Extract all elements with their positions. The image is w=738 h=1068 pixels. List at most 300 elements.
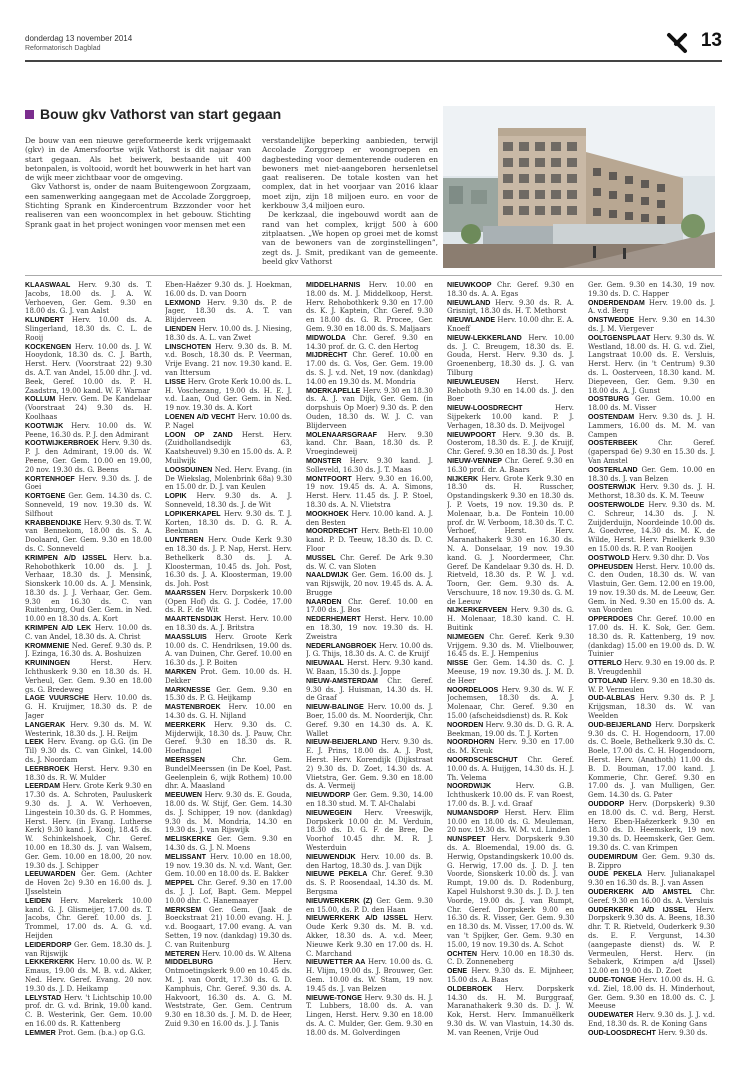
place-name: MEERSSEN: [165, 756, 205, 765]
listing-entry: [588, 299, 715, 317]
service-details: Herv. 10.00 ds. G. H. Kruijmer, 18.30 ds. P. de Jager: [25, 694, 152, 721]
listing-entry: [588, 853, 715, 871]
listing-entry: [588, 615, 715, 659]
listing-entry: [25, 659, 152, 694]
service-details: Herv. 9.30 en 18.30 ds. A. J. van Dijk, Ger. Gem. (in dorpshuis Op Moer) 9.30 ds. P. den Ouden, 18.30 ds. W. J. C. van Blijderveen: [306, 386, 433, 430]
place-name: NUMANSDORP: [447, 808, 499, 817]
service-details: Herv. Dorpskerk 10.00 (Open Hof) ds. G. J. Codée, 17.00 ds. R. F. de Wit: [165, 588, 292, 615]
listing-entry: [165, 906, 292, 950]
listing-entry: [25, 1029, 152, 1038]
listing-entry: [447, 299, 574, 317]
service-details: Herv. 9.30 kand. Chr. Baan, 18.30 ds. P. Vroegindeweij: [306, 430, 433, 457]
service-details: Herv. 9.30 ds. R. A. Grisnigt, 18.30 ds. H. T. Methorst: [447, 298, 574, 316]
place-name: OUDEMIRDUM: [588, 852, 638, 861]
place-name: OUDE-TONGE: [588, 975, 636, 984]
place-name: NIEUWPOORT: [447, 430, 496, 439]
service-details: Ger. Gem. (Achter de Hoven 2c) 9.30 en 16.00 ds. J. IJsselstein: [25, 870, 152, 896]
place-name: LELYSTAD: [25, 993, 62, 1002]
listing-entry: [306, 791, 433, 809]
service-details: Herv. Dorpskerk 9.30 ds. C. H. Hogendoorn, 17.00 ds. C. Boele, Bethelkerk 9.30 ds. C. Boele, 17.00 ds. C. H. Hogendoorn, Herst. Herv. (Anathoth) 11.00 ds. B. D. Bouman, 17.00 kand. J. Kommerie, Chr. Geref. 9.30 en 17.00 ds. J. van Mulligen, Ger. Gem. 14.30 ds. G. Pater: [588, 720, 715, 800]
service-details: Herv. Groote Kerk 10.00 ds. C. Hendriksen, 19.00 ds. A. van Duinen, Chr. Geref. 10.00 en 16.30 ds. J. P. Boiten: [165, 632, 292, 668]
listing-entry: [165, 466, 292, 492]
service-details: Ger. Gem. 16.00 ds. J. van Rijswijk, 20 nov. 19.45 ds. A. A. Brugge: [306, 571, 433, 597]
place-name: NIEUWEGEIN: [306, 808, 352, 817]
listing-entry: [588, 800, 715, 853]
place-name: LOON OP ZAND: [165, 430, 233, 439]
service-details: Herv. 10.00 en 18.00 ds. M. J. Middelkoop, Herst. Herv. Rehobothkerk 9.30 en 17.00 ds. K. J. Kaptein, Chr. Geref. 9.30 en 18.00 ds. G. R. Procee, Ger. Gem. 9.30 en 18.00 ds. S. Maljaars: [306, 281, 433, 333]
service-details: Herv. Grote Kerk 9.30 en 17.30 ds. A. Schroten, Pauluskerk 9.30 ds. J. A. W. Verhoeven, Lingestein 10.30 ds. G. P. Hommes, Herst. Herv. (in Evang. Lutherse Kerk) 9.30 kand. J. Kooij, 18.45 ds. W. Schinkelshoek, Chr. Geref. 10.00 en 18.30 ds. J. van Walsem, Ger. Gem. 10.00 en 18.00, 20 nov. 19.30 ds. J. Schipper: [25, 782, 152, 870]
service-details: Chr. Geref. 9.30 en 17.00 ds. J. J. Lof, Bapt. Gem. Meppel 10.00 dhr. C. Hanemaayer: [165, 879, 292, 905]
listing-entry: [165, 431, 292, 466]
service-details: Herst. Herv. (Zuidhollandsedijk 63, Kaatsheuvel) 9.30 en 15.00 ds. A. P. Muilwijk: [165, 430, 292, 465]
service-details: Chr. Geref. 10.00 ds. A. Huijgen, 14.30 ds. H. J. Th. Velema: [447, 756, 574, 782]
place-name: LOPIK: [165, 492, 187, 501]
listing-entry: [25, 624, 152, 642]
listing-entry: [306, 387, 433, 431]
listing-entry: [306, 897, 433, 915]
service-details: Herv. Gem. De Kandelaar (Voorstraat 24) 9.30 ds. H. Koolhaas: [25, 395, 152, 421]
listing-entry: [25, 316, 152, 342]
section-divider: [25, 275, 722, 276]
place-name: LEKKERKERK: [25, 958, 75, 967]
service-details: Eben-Haëzer 9.30 ds. J. Hoekman, 16.00 ds. D. van Doorn: [165, 281, 292, 298]
place-name: LINSCHOTEN: [165, 342, 212, 351]
listing-entry: [306, 853, 433, 871]
place-name: NEDERHEMERT: [306, 615, 361, 624]
place-name: LEEK: [25, 738, 44, 747]
service-details: Herv. 10.00 en 14.30 ds. G. H. Nijland: [165, 703, 292, 721]
listing-entry: [306, 351, 433, 386]
place-name: NIEUWLANDE: [447, 316, 496, 325]
service-details: Herv. 10.00 ds. J. G. Thijs, 18.30 ds. A. C. de Kruijf: [306, 641, 433, 659]
place-name: METEREN: [165, 949, 200, 958]
listing-entry: [588, 659, 715, 677]
service-details: Ger. Gem. 9.30 en 15.00, ds. P. D. den Haan: [306, 896, 433, 914]
service-details: Chr. Geref. 9.30 ds. S. P. Roosendaal, 14.30 ds. M. Bergsma: [306, 870, 433, 896]
publication-name: Reformatorisch Dagblad: [25, 45, 101, 52]
place-name: OCHTEN: [447, 949, 477, 958]
listing-entry: [588, 563, 715, 616]
service-details: Herv. Ontmoetingskerk 9.00 en 10.45 ds. M. J. van Oordt, 17.30 ds. G. D. Kamphuis, Chr. Geref. 9.30 ds. A. Hakvoort, 16.30 ds. A. G. M. Weststrate, Ger. Gem. Centrum 9.30 en 18.30 ds. J. M. D. de Heer, Zuid 9.30 en 16.00 ds. J. J. Tanis: [165, 958, 292, 1028]
place-name: NIEUW-VENNEP: [447, 456, 503, 465]
place-name: MIJDRECHT: [306, 351, 348, 360]
listing-entry: [588, 888, 715, 906]
listing-entry: [447, 967, 574, 985]
place-name: NIEUW-BEIJERLAND: [306, 738, 378, 747]
service-details: Herst. Herv. Elim 10.00 en 18.00 ds. G. Meuleman, 20 nov. 19.30 ds. W. M. v.d. Linden: [447, 808, 574, 835]
article-headline: [25, 106, 405, 122]
place-name: KRABBENDIJKE: [25, 518, 82, 527]
service-details: Herv. 9.30 en 17.00 ds. M. Kreuk: [447, 738, 574, 756]
listing-entry: [165, 299, 292, 325]
service-details: Herv. Dorpskerk 14.30 ds. H. M. Burggraaf, Maranathakerk 9.30 ds. D. J. W. Kok, Herst. Herv. Immanuëlkerk 9.30 ds. W. van Vlastuin, 14.30 ds. M. van Reenen, Vrije Oud: [447, 984, 574, 1037]
listing-entry: [306, 475, 433, 510]
service-details: Herv. 10.00 ds. G. H. Vlijm, 19.00 ds. J. Brouwer, Ger. Gem. 10.00 ds. W. Stam, 19 nov. 19.45 ds. J. van Belzen: [306, 958, 433, 993]
listing-entry: [447, 316, 574, 334]
place-name: MUSSEL: [306, 553, 336, 562]
place-name: OOSTBURG: [588, 395, 629, 404]
service-details: Herv. 10.00 kand. A. J. den Besten: [306, 509, 433, 527]
listing-entry: [25, 281, 152, 316]
place-name: NISSE: [447, 659, 469, 668]
listing-entry: [447, 809, 574, 835]
listing-entry: [306, 598, 433, 616]
service-details: Ger. Gem. 14.30 ds. C. Sonneveld, 19 nov. 19.30 ds. W. Silfhout: [25, 492, 152, 518]
listing-entry: [588, 721, 715, 800]
place-name: MAARSSEN: [165, 588, 206, 597]
service-details: Chr. Geref. (gaperspad 6e) 9.30 en 15.30 ds. J. Van Amstel: [588, 439, 715, 465]
listing-entry: [588, 906, 715, 976]
service-details: Ger. Gem. 10.00 en 18.30 ds. J. van Belzen: [588, 465, 715, 483]
place-name: NIEUWERKERK (Z): [306, 896, 373, 905]
listing-entry: [447, 686, 574, 721]
listing-entry: [165, 343, 292, 378]
listing-entry: [306, 703, 433, 738]
place-name: OOSTERWOLDE: [588, 500, 645, 509]
place-name: LEEUWARDEN: [25, 870, 76, 879]
place-name: LOPIKERKAPEL: [165, 509, 221, 518]
listing-entry: [306, 334, 433, 352]
service-details: Herv. 9.30 ds. G. H. Molenaar, 18.30 kand. C. H. Buitink: [447, 606, 574, 633]
place-name: KORTENHOEF: [25, 474, 75, 483]
service-details: Herv. Sijpekerk 10.00 kand. P. J. Verhagen, 18.30 ds. D. Meijvogel: [447, 404, 574, 430]
church-service-listings: [25, 281, 715, 1041]
place-name: OENE: [447, 967, 468, 976]
listing-entry: [588, 694, 715, 720]
place-name: NAARDEN: [306, 597, 342, 606]
listing-entry: [25, 422, 152, 440]
service-details: Herv. Dorpskerk 9.30 ds. A. Beens, 18.30 dhr. T. R. Rietveld, Ouderkerk 9.30 ds. E. F. Vergunst, 14.30 (aangepaste dienst) ds. W. P. Vermeulen, Herst. Herv. (in Sebakerk, Krimpen a/d IJssel) 12.00 en 19.00 ds. D. Zoet: [588, 905, 715, 976]
listing-entry: [306, 738, 433, 791]
place-name: LISSE: [165, 377, 186, 386]
place-name: OOSTERBEEK: [588, 439, 638, 448]
service-details: Herv. 10.00 ds. W. Peene, 16.30 ds. P. J. den Admirant: [25, 421, 152, 439]
listing-entry: [165, 536, 292, 589]
listing-entry: [25, 395, 152, 421]
place-name: NIJKERK: [447, 474, 479, 483]
place-name: OUD-ALBLAS: [588, 694, 635, 703]
service-details: Herv. 9.30 ds. W. Westland, 18.00 ds. H. G. v.d. Ziel, Langstraat 10.00 ds. E. Versluis, Herst. Herv. (in 't Centrum) 9.30 ds. L. Oosterveen, 18.30 kand. M. Diepeveen, Ger. Gem. 9.30 en 18.00 ds. A. J. Gunst: [588, 333, 715, 395]
listing-entry: [165, 703, 292, 721]
service-details: Herv. Oude Kerk 9.30 en 18.30 ds. J. P. Nap, Herst. Herv. Bethelkerk 8.30 ds. J. A. Kloosterman, 10.45 ds. Joh. Post, 16.30 ds. J. A. Kloosterman, 19.00 ds. Joh. Post: [165, 536, 292, 589]
service-details: Herv. 9.30 en 14.30 ds. J. M. Viergever: [588, 316, 715, 333]
place-name: KLAASWAAL: [25, 281, 71, 289]
listing-entry: [25, 492, 152, 518]
listing-entry: [165, 686, 292, 704]
place-name: NIJKERKERVEEN: [447, 606, 508, 615]
place-name: LEIDEN: [25, 896, 52, 905]
listing-entry: [447, 404, 574, 430]
listing-entry: [306, 281, 433, 334]
listing-entry: [25, 642, 152, 660]
service-details: Chr. Geref. 9.30 en 16.00 ds. A. Versluis: [588, 887, 715, 905]
listing-entry: [306, 457, 433, 475]
service-details: Ger. Gem. 9.30, 14.00 en 18.30 stud. M. T. Al-Chalabi: [306, 791, 433, 809]
listing-entry: [165, 413, 292, 431]
service-details: Prot. Gem. 10.00 ds. H. Dekker: [165, 668, 292, 685]
place-name: NIEUW-AMSTERDAM: [306, 676, 378, 685]
service-details: Herv. Oude Kerk 9.30 ds. M. B. v.d. Akker, 18.30 ds. A. v.d. Meer, Nieuwe Kerk 9.30 en 17.00 ds. H. C. Marchand: [306, 914, 433, 958]
article-column-2: [262, 136, 438, 266]
listing-entry: [588, 677, 715, 695]
place-name: NUNSPEET: [447, 835, 486, 844]
place-name: LIENDEN: [165, 324, 197, 333]
place-name: KOCKENGEN: [25, 342, 72, 351]
service-details: Herv. 9.30 ds. E. J. Prins, 18.00 ds. A. J. Post, Herst. Herv. Korendijk (Dijkstraat 2) 9.30 ds. D. Zoet, 14.30 ds. A. Vlietstra, Ger. Gem. 9.30 en 18.00 ds. A. Vermeij: [306, 738, 433, 791]
place-name: MERKSEM: [165, 905, 202, 914]
service-details: Herv. 10.00 dhr. E. A. Knoeff: [447, 316, 574, 333]
place-name: LEERDAM: [25, 782, 61, 791]
service-details: Herv. 9.30 ds. D. G. R. A. Beekman, 19.00 ds. T. J. Korten: [447, 720, 574, 738]
service-details: Herv. 9.30 ds. B. M. v.d. Bosch, 18.30 ds. P. Veerman, Vrije Evang. 21 nov. 19.30 kand. E. van Ittersum: [165, 342, 292, 377]
listing-entry: [588, 281, 715, 299]
service-details: Chr. Geref. 10.00 en 17.00 ds. H. K. Sok, Ger. Gem. 18.30 ds. R. Kattenberg, 19 nov. (dankdag) 15.00 en 19.00 ds. D. W. Tuinier: [588, 615, 715, 659]
service-details: Chr. Geref. Kerk 9.30 Vrijgem. 9.30 ds. M. Vlielbouwer, 16.45 ds. E. J. Hempenius: [447, 632, 574, 659]
listing-entry: [447, 281, 574, 299]
service-details: Herv. 9.30 en 19.00 ds. P. B. Vreugdenhil: [588, 659, 715, 677]
listing-entry: [447, 985, 574, 1038]
listing-entry: [165, 756, 292, 791]
listing-column-2: [165, 281, 292, 1041]
place-name: ONDERDENDAM: [588, 298, 645, 307]
listing-entry: [25, 439, 152, 474]
listing-entry: [306, 809, 433, 853]
service-details: Herst. Herv. 10.00 en 18.30, 19 nov. 19.30 ds. H. Zweistra: [306, 615, 433, 641]
service-details: Herv. 9.30 en 16.00, 19 nov. 19.45 ds. A. A. Simons, Herst. Herv. 11.45 ds. J. P. Stoel, 18.30 ds. A. N. Vlietstra: [306, 474, 433, 509]
place-name: NOORDELOOS: [447, 685, 499, 694]
listing-entry: [447, 606, 574, 632]
place-name: MOORDRECHT: [306, 527, 358, 536]
service-details: Herv. 9.30 ds. H. J. T. Lubbers, 18.00 ds. A. van Lingen, Herst. Herv. 9.30 en 18.00 ds. A. C. Mulder, Ger. Gem. 9.30 en 18.00 ds. M. Golverdingen: [306, 993, 433, 1037]
place-name: LEIDERDORP: [25, 940, 72, 949]
listing-entry: [306, 571, 433, 597]
service-details: Herst. Herv. 10.00 ds. C. den Ouden, 18.30 ds. W. van Vlastuin, Ger. Gem. 12.00 en 19.00, 19 nov. 19.30 ds. M. de Leeuw, Ger. Gem. in Ned. 9.30 en 15.00 ds. A. van Voorden: [588, 562, 715, 615]
listing-entry: [165, 668, 292, 686]
place-name: NIEUW-LOOSDRECHT: [447, 404, 523, 413]
service-details: Chr. Geref. 10.00 en 17.00 ds. G. Vos, Ger. Gem. 19.00 ds. S. J. v.d. Net, 19 nov. (dankdag) 14.00 en 19.30 ds. M. Mondria: [306, 351, 433, 386]
place-name: OUDEWATER: [588, 1011, 634, 1020]
place-name: LEXMOND: [165, 298, 201, 307]
service-details: Herv. Grote Kerk 9.30 en 18.30 ds. H. Russcher, Opstandingskerk 9.30 en 18.30 ds. J. P. Voets, 19 nov. 19.30 ds. P. Molenaar, b.a. De Fontein 10.00 prof. dr. W. Verboom, 18.30 ds. T. C. Verhoef, Herst. Herv. Maranathakerk 9.30 en 16.30 ds. N. A. Donselaar, 19 nov. 19.30 kand. G. J. Noordermeer, Chr. Geref. De Kandelaar 9.30 ds. H. D. Rietveld, 18.30 ds. P. W. J. v.d. Toorn, Ger. Gem. 9.30 ds. A. Verschuure, 18 nov. 19.30 ds. G. M. de Leeuw: [447, 474, 574, 606]
place-name: MOERKAPELLE: [306, 386, 361, 395]
place-name: NOORDSCHESCHUT: [447, 756, 518, 765]
place-name: LEERBROEK: [25, 764, 70, 773]
place-name: NIEUW-BALINGE: [306, 703, 364, 712]
place-name: MOLENAARSGRAAF: [306, 430, 377, 439]
article-paragraph: De bouw van een nieuwe gereformeerde kerk vrijgemaakt (gkv) in de Amersfoortse wijk Vathorst is dit najaar van start gegaan. Als het beiwerk, bestaande uit 400 betonpalen, is voltooid, wordt het bouwwerk in het hart van de wijk meer zichtbaar voor de omgeving.: [25, 136, 251, 183]
service-details: Herv. 9.30 ds. M. C. Schreur, 14.30 ds. J. N. Zuijderduijn, Noordeinde 10.00 ds. A. Goedvree, 14.30 ds. M. K. de Wilde, Herst. Herv. Pnielkerk 9.30 en 15.00 ds. R. P. van Rooijen: [588, 500, 715, 553]
headline-text: Bouw gkv Vathorst van start gegaan: [40, 106, 282, 122]
article-paragraph: De kerkzaal, die ingebouwd wordt aan de rand van het complex, krijgt 500 à 600 zitplaatsen. „We hopen op groei met de komst van de bewoners van de zorginstellingen”, zegt ds. J. Smit, predikant van de gemeente. beeld gkv Vathorst: [262, 210, 438, 266]
listing-entry: [306, 527, 433, 553]
listing-entry: [165, 325, 292, 343]
place-name: MEPPEL: [165, 879, 195, 888]
listing-entry: [165, 835, 292, 853]
headline-marker-icon: [25, 110, 34, 119]
listing-column-1: [25, 281, 152, 1041]
service-details: Herv. Grote Kerk 10.00 ds. L. H. Voschezang, 19.00 ds. H. E. J. v.d. Laan, Oud Ger. Gem. in Ned. 19 nov. 19.30 ds. A. Kort: [165, 377, 292, 413]
place-name: NIEUWAAL: [306, 659, 344, 668]
service-details: Herv. 10.00 en 18.30 ds. C. D. Zonneneberg: [447, 949, 574, 967]
listing-entry: [25, 554, 152, 624]
place-name: NIEUW-LEKKERLAND: [447, 333, 522, 342]
service-details: Herst. Herv. 10.00 en 18.30 ds. A. J. Britstra: [165, 615, 292, 633]
listing-entry: [306, 659, 433, 677]
listing-entry: [447, 457, 574, 475]
listing-entry: [25, 738, 152, 764]
listing-entry: [25, 782, 152, 870]
place-name: NIEUWLEUSEN: [447, 377, 500, 386]
place-name: OLDEBROEK: [447, 984, 493, 993]
place-name: MAARTENSDIJK: [165, 615, 222, 624]
place-name: MOOKHOEK: [306, 509, 349, 518]
listing-entry: [306, 431, 433, 457]
listing-entry: [447, 334, 574, 378]
listing-entry: [165, 615, 292, 633]
service-details: Herv. 9.30 ds. E. Gouda, 18.00 ds. W. Stijf, Ger. Gem. 14.30 ds. J. Schipper, 19 nov. (dankdag) 9.30 ds. M. Mondria, 14.30 en 19.30 ds. J. van Rijswijk: [165, 791, 292, 835]
service-details: Herv. 9.30 ds. J. H. Methorst, 18.30 ds. K. M. Teeuw: [588, 483, 715, 501]
listing-entry: [25, 343, 152, 396]
service-details: Chr. Geref. De Ark 9.30 ds. W. C. van Sloten: [306, 553, 433, 571]
place-name: OOSTWOLD: [588, 553, 630, 562]
place-name: NIEUWERKERK A/D IJSSEL: [306, 914, 408, 923]
listing-entry: [25, 765, 152, 783]
listing-entry: [25, 994, 152, 1029]
service-details: Herv. 10.00 en 18.00, 19 nov. 19.30 ds. N. v.d. Want, Ger. Gem. 10.00 en 18.00 ds. E. Bakker: [165, 852, 292, 879]
listing-entry: [165, 281, 292, 299]
service-details: Prot. Gem. (b.a.) op G.G.: [57, 1028, 146, 1037]
listing-entry: [165, 492, 292, 510]
service-details: Herv. (Dorpskerk) 9.30 en 18.00 ds. C. v.d. Berg, Herst. Herv. Eben-Haëzerkerk 9.30 en 18.30 ds. D. Heemskerk, 19 nov. 19.30 ds. D. Heemskerk, Ger. Gem. 19.30 ds. C. van Krimpen: [588, 800, 715, 852]
listing-entry: [306, 554, 433, 572]
place-name: KRIMPEN A/D IJSSEL: [25, 553, 107, 562]
listing-entry: [165, 791, 292, 835]
place-name: OUDERKERK A/D AMSTEL: [588, 887, 692, 896]
place-name: NIEUWKOOP: [447, 281, 492, 289]
listing-entry: [588, 870, 715, 888]
service-details: Herv. 9.30 ds. J. de Goei: [25, 474, 152, 492]
listing-entry: [165, 378, 292, 413]
place-name: KOLLUM: [25, 395, 56, 404]
listing-entry: [25, 870, 152, 896]
place-name: NIEUWLAND: [447, 298, 491, 307]
listing-entry: [306, 914, 433, 958]
listing-entry: [588, 483, 715, 501]
listing-entry: [588, 554, 715, 563]
listing-entry: [165, 950, 292, 959]
place-name: MELISSANT: [165, 852, 206, 861]
listing-entry: [447, 756, 574, 782]
service-details: Herv. 10.00 ds. A. Slingerland, 18.30 ds. C. L. de Rooij: [25, 316, 152, 342]
service-details: Ned. Herv. Evang. (in De Wiekslag, Molenbrink 68a) 9.30 en 15.00 dr. D. J. van Keulen: [165, 465, 292, 492]
place-name: OOSTENDAM: [588, 412, 635, 421]
listing-entry: [25, 721, 152, 739]
place-name: LOOSDUINEN: [165, 465, 213, 474]
listing-entry: [588, 976, 715, 1011]
service-details: Herv. 9.30 ds. W. F. Jochemsen, 18.30 ds. A. J. Molenaar, Chr. Geref. 9.30 en 15.00 (afscheidsdienst) ds. R. Kok: [447, 685, 574, 721]
service-details: Herv. 9.30 ds. P. J. Krijgsman, 18.30 ds. W. van Weelden: [588, 694, 715, 721]
building-illustration: [443, 106, 715, 268]
place-name: MARKEN: [165, 668, 197, 677]
listing-entry: [588, 413, 715, 439]
service-details: Herv. Vreeswijk, Dorpskerk 10.00 dr. M. Verduin, 18.30 ds. D. G. F. de Bree, De Voorhof 10.45 dhr. M. R. J. Westerduin: [306, 808, 433, 852]
place-name: KRIMPEN A/D LEK: [25, 624, 92, 633]
place-name: KOOTWIJKERBROEK: [25, 439, 99, 448]
place-name: OUDDORP: [588, 800, 625, 809]
service-details: Chr. Geref. 9.30 en 16.30 prof. dr. A. Baars: [447, 456, 574, 474]
service-details: Herv. 9.30 kand. J. Solleveld, 16.30 ds. J. T. Maas: [306, 456, 433, 474]
place-name: MAASSLUIS: [165, 632, 207, 641]
service-details: Ger. Gem. 9.30 en 14.30 ds. G. J. N. Moens: [165, 835, 292, 852]
listing-entry: [447, 378, 574, 404]
service-details: Herv. 9.30 ds. T. Jacobs, 18.00 ds. J. A. W. Verhoeven, Ger. Gem. 9.30 en 18.00 ds. G. J. van Aalst: [25, 281, 152, 316]
listing-entry: [25, 694, 152, 720]
service-details: Herv. Dorpskerk 9.30 ds. A. Bloemendal, 19.00 ds. G. Herwig, Opstandingskerk 10.00 ds. G. Herwig, 17.00 ds. J. D. J. ten Voorde, Sionskerk 10.00 ds. J. van Rumpt, 19.00 ds. D. Rodenburg, Kapel Hulshorst 9.30 ds. J. D. J. ten Voorde, 19.00 ds. J. van Rumpt, Chr. Geref. Dorpskerk 9.00 en 16.30 ds. R. Visser, Ger. Gem. 9.30 en 18.30 ds. M. Visser, 17.00 ds. W. van 't Spijker, Ger. Gem. 9.30 en 15.00, 19 nov. 19.30 ds. A. Schot: [447, 835, 574, 949]
place-name: OUD-LOOSDRECHT: [588, 1028, 656, 1037]
listing-entry: [588, 395, 715, 413]
listing-entry: [588, 316, 715, 334]
service-details: Ger. Gem. 9.30 en 15.30 ds. P. G. Heijkamp: [165, 685, 292, 703]
place-name: KRUININGEN: [25, 659, 70, 668]
place-name: OOLTGENSPLAAT: [588, 333, 651, 342]
place-name: LUNTEREN: [165, 536, 204, 545]
listing-entry: [447, 738, 574, 756]
service-details: Ger. Gem. 10.00 en 18.00 ds. M. Visser: [588, 395, 715, 413]
place-name: MASTENBROEK: [165, 703, 221, 712]
place-name: KROMMENIE: [25, 641, 70, 650]
issue-date: donderdag 13 november 2014: [25, 34, 133, 43]
listing-entry: [165, 589, 292, 615]
service-details: Herv. 9.30 ds. P. de Jager, 18.30 ds. A. T. van Blijderveen: [165, 298, 292, 325]
place-name: LAGE VUURSCHE: [25, 694, 89, 703]
service-details: Ger. Gem. (Jaak de Boeckstraat 21) 10.00 evang. H. J. v.d. Boogaart, 17.00 evang. A. van Setten, 19 nov. (dankdag) 19.30 ds. C. van Ruitenburg: [165, 905, 292, 949]
service-details: Herv. 9.30 ds. C. Mijderwijk, 18.30 ds. J. Pauw, Chr. Geref. 9.30 en 18.30 ds. R. Hoefnagel: [165, 720, 292, 756]
place-name: NOORDEN: [447, 720, 484, 729]
listing-entry: [25, 475, 152, 493]
service-details: Herv. 10.00 ds. P. Nagel: [165, 412, 292, 430]
place-name: NIEUWE-TONGE: [306, 993, 362, 1002]
place-name: KOOTWIJK: [25, 421, 64, 430]
service-details: Herv. 9.30 ds. T. J. Korten, 18.30 ds. D. G. R. A. Beekman: [165, 509, 292, 536]
place-name: OUD-BEIJERLAND: [588, 720, 652, 729]
page-number: 13: [700, 30, 722, 51]
place-name: NOORDWIJK: [447, 782, 492, 791]
service-details: Herst. Herv. 9.30 kand. W. Baan, 15.30 ds. J. Joppe: [306, 659, 433, 677]
article-paragraph: verstandelijke beperking aanbieden, terwijl Accolade Zorggroep er woongroepen en dagbesteding voor dementerende ouderen en bewoners met niet-aangeboren hersenletsel gaat realiseren. De totale kosten van het complex, dat in het voorjaar van 2016 klaar moet zijn, zijn 18 miljoen euro. en voor de kerkbouw 3,4 miljoen euro.: [262, 136, 438, 211]
article-paragraph: Gkv Vathorst is, onder de naam Buitengewoon Zorgzaam, een samenwerking aangegaan met de Accolade Zorggroep, Stichting Sprank en Kindercentrum Bzzzonder voor het realiseren van een wooncomplex in het gebouw. Stichting Sprank gaat in het project woningen voor mensen met een: [25, 182, 251, 229]
service-details: Herst. Herv. 9.30 en 18.30 ds. R. W. Mulder: [25, 764, 152, 782]
service-details: Herv. Marekerk 10.00 kand. G. J. Glismeijer, 17.00 ds. T. Jacobs, Chr. Geref. 10.00 ds. J. Trommel, 17.00 ds. A. G. v.d. Heijden: [25, 896, 152, 940]
listing-entry: [25, 941, 152, 959]
newspaper-logo-icon: [666, 32, 688, 54]
service-details: Chr. Geref. 9.30 ds. J. Huisman, 14.30 ds. H. de Graaf: [306, 676, 433, 703]
listing-entry: [165, 958, 292, 1028]
service-details: Herv. 9.30 ds. J. H. Lammers, 16.00 ds. M. M. van Campen: [588, 412, 715, 439]
service-details: Herv. 9.30 ds. M. W. Westerink, 18.30 ds. J. H. Reijm: [25, 720, 152, 738]
listing-entry: [588, 1011, 715, 1029]
listing-entry: [447, 835, 574, 949]
listing-entry: [447, 782, 574, 808]
listing-entry: [306, 994, 433, 1038]
place-name: KLUNDERT: [25, 316, 65, 325]
place-name: OPHEUSDEN: [588, 562, 633, 571]
listing-column-3: [306, 281, 433, 1041]
listing-entry: [165, 510, 292, 536]
place-name: MIDDELBURG: [165, 958, 214, 967]
service-details: Herst. Herv. Ichthuskerk 9.30 en 18.30 ds. H. Verheul, Ger. Gem. 9.30 en 18.00 gs. G. Bredeweg: [25, 659, 152, 694]
service-details: Herv. 9.30 ds. A. J. Sonneveld, 18.30 ds. J. de Wit: [165, 492, 292, 509]
listing-entry: [306, 677, 433, 703]
